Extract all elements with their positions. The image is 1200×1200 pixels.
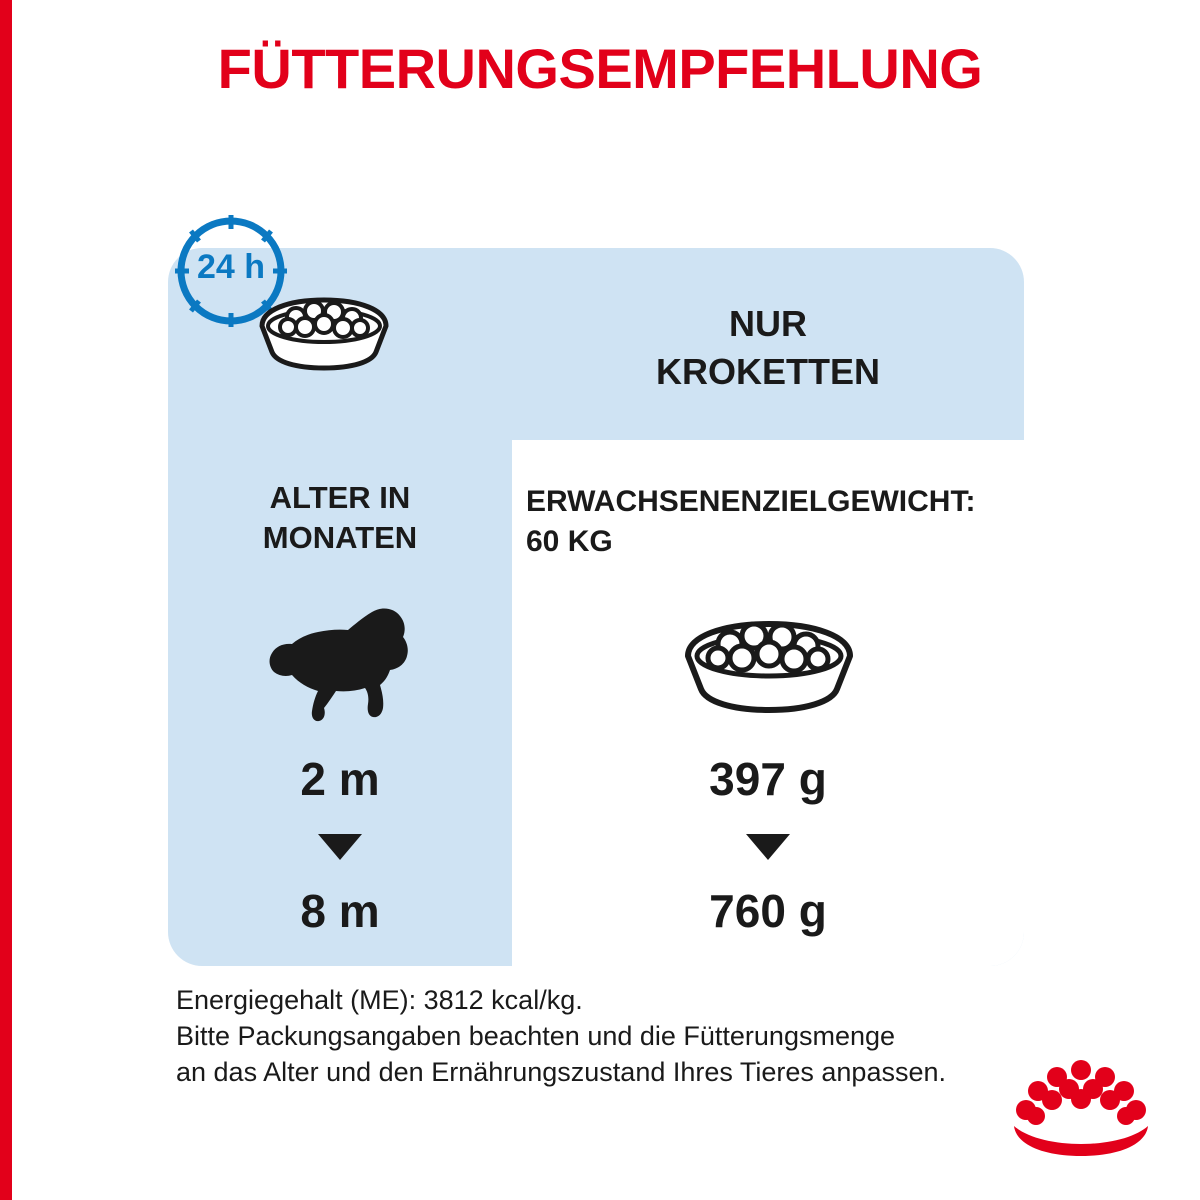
kibble-heading-line2: KROKETTEN xyxy=(656,351,880,392)
target-weight-line2: 60 KG xyxy=(526,525,613,558)
amount-from-value: 397 g xyxy=(709,753,827,805)
age-to-value: 8 m xyxy=(300,885,380,937)
note-line-1: Energiegehalt (ME): 3812 kcal/kg. xyxy=(176,985,583,1015)
age-from-value: 2 m xyxy=(300,753,380,805)
note-line-3: an das Alter und den Ernährungszustand Ihres Tieres anpassen. xyxy=(176,1057,947,1087)
target-weight-line1: ERWACHSENENZIELGEWICHT: xyxy=(526,485,976,518)
food-bowl-icon xyxy=(672,606,866,716)
target-weight-label xyxy=(512,482,1024,562)
feeding-note xyxy=(176,982,956,1090)
arrow-down-icon xyxy=(746,834,790,860)
page-title: FÜTTERUNGSEMPFEHLUNG xyxy=(217,37,983,100)
kibble-heading-line1: NUR xyxy=(729,303,807,344)
age-heading-line1: ALTER IN xyxy=(269,480,411,515)
food-bowl-icon xyxy=(248,286,400,372)
note-line-2: Bitte Packungsangaben beachten und die Fütterungsmenge xyxy=(176,1021,896,1051)
brand-accent-bar xyxy=(0,0,12,1200)
royal-canin-logo xyxy=(996,1050,1166,1160)
amount-to-value: 760 g xyxy=(709,885,827,937)
kibble-column-heading xyxy=(512,300,1024,396)
age-column-heading xyxy=(168,478,512,558)
clock-badge-label: 24 h xyxy=(196,248,266,286)
age-heading-line2: MONATEN xyxy=(262,520,418,555)
puppy-silhouette-icon xyxy=(268,596,412,722)
arrow-down-icon xyxy=(318,834,362,860)
